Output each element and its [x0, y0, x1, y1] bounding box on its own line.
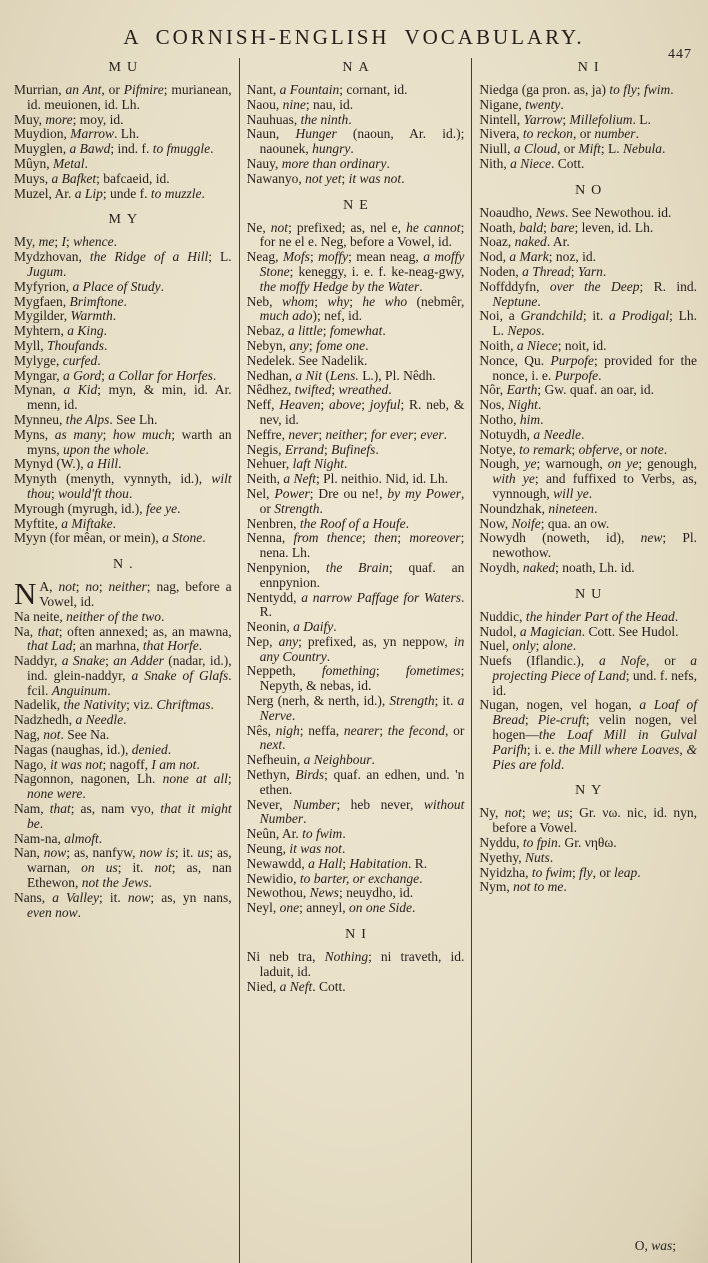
entry: N A, not; no; neither; nag, before a Vowel, id.: [14, 576, 232, 612]
entry: Nefheuin, a Neighbour.: [246, 752, 375, 768]
entry: Newidio, to barter, or exchange.: [246, 870, 423, 886]
entry: Nagonnon, nagonen, Lh. none at all; none were.: [14, 771, 232, 802]
entry: Nos, Night.: [479, 397, 542, 413]
entry: Nudol, a Magician. Cott. See Hudol.: [479, 623, 679, 639]
section-heading: MU: [108, 60, 144, 75]
entry: Noaz, naked. Ar.: [479, 234, 570, 250]
entry: Nyethy, Nuts.: [479, 849, 554, 865]
column-2: [239, 58, 472, 1263]
page-title: A CORNISH-ENGLISH VOCABULARY.: [123, 25, 585, 49]
entry: Naou, nine; nau, id.: [246, 96, 354, 112]
entry: Myfyrion, a Place of Study.: [14, 278, 164, 294]
entry: Nadzhedh, a Needle.: [14, 712, 127, 728]
entry: Nugan, nogen, vel hogan, a Loaf of Bread; Pie-cruft; velin nogen, vel hogen—the Loaf Mill in Gulval Parifh; i. e. the Mill where Loaves, & Pies are fold.: [479, 697, 698, 772]
entry: Noundzhak, nineteen.: [479, 500, 598, 516]
entry: Nivera, to reckon, or number.: [479, 126, 639, 142]
entry: Nenna, from thence; then; moreover; nena. Lh.: [246, 530, 465, 561]
entry: Nep, any; prefixed, as, yn neppow, in any Country.: [246, 633, 465, 664]
entry: Murrian, an Ant, or Pifmire; murianean, id. meuionen, id. Lh.: [14, 82, 232, 112]
entry: Nyidzha, to fwim; fly, or leap.: [479, 864, 641, 880]
entry: Nan, now; as, nanfyw, now is; it. us; as, warnan, on us; it. not; as, nan Ethewon, not the Jews.: [14, 845, 232, 891]
section-heading: NI: [345, 927, 372, 943]
entry: Niedga (ga pron. as, ja) to fly; fwim.: [479, 82, 674, 97]
entry: Neppeth, fomething; fometimes; Nepyth, & nebas, id.: [246, 663, 465, 694]
entry: Nant, a Fountain; cornant, id.: [246, 82, 408, 97]
entry: Notuydh, a Needle.: [479, 426, 585, 442]
entry: Ny, not; we; us; Gr. νω. nic, id. nyn, before a Vowel.: [479, 805, 698, 836]
entry: Neffre, never; neither; for ever; ever.: [246, 426, 448, 442]
entry: Notho, him.: [479, 411, 544, 427]
entry: Mygfaen, Brimftone.: [14, 293, 127, 309]
entry: Muyglen, a Bawd; ind. f. to fmuggle.: [14, 141, 214, 157]
entry: Neff, Heaven; above; joyful; R. neb, & nev, id.: [246, 397, 465, 427]
entry: Notye, to remark; obferve, or note.: [479, 441, 668, 457]
entry: Neith, a Neft; Pl. neithio. Nid, id. Lh.: [246, 471, 449, 487]
section-heading: NA: [342, 60, 375, 75]
entry: Nêdhez, twifted; wreathed.: [246, 382, 392, 398]
entry: Nyddu, to fpin. Gr. νηθω.: [479, 835, 617, 851]
entry: Myngar, a Gord; a Collar for Horfes.: [14, 367, 217, 383]
entry: Myftite, a Miftake.: [14, 515, 116, 531]
entry: Myhtern, a King.: [14, 323, 108, 339]
entry: Nauhuas, the ninth.: [246, 111, 352, 127]
entry: Mynyd (W.), a Hill.: [14, 456, 122, 472]
entry: Naddyr, a Snake; an Adder (nadar, id.), ind. glein-naddyr, a Snake of Glafs. fcil. Anguinum.: [14, 653, 232, 698]
entry: Neonin, a Daify.: [246, 619, 337, 635]
entry: Noath, bald; bare; leven, id. Lh.: [479, 219, 654, 235]
entry: Newawdd, a Hall; Habitation. R.: [246, 855, 428, 871]
catchword: O, was;: [634, 1238, 676, 1253]
entry: Negis, Errand; Bufinefs.: [246, 441, 379, 457]
columns: [7, 58, 704, 1263]
entry: Muy, more; moy, id.: [14, 111, 124, 127]
entry: Nied, a Neft. Cott.: [246, 978, 346, 994]
entry: Now, Noife; qua. an ow.: [479, 515, 610, 531]
entry: Nowydh (noweth, id), new; Pl. newothow.: [479, 530, 698, 561]
entry: Neung, it was not.: [246, 841, 346, 857]
entry: Nenpynion, the Brain; quaf. an ennpynion.: [246, 559, 465, 590]
entry: Nonce, Qu. Purpofe; provided for the nonce, i. e. Purpofe.: [479, 352, 698, 383]
entry: Mynyth (menyth, vynnyth, id.), wilt thou; would'ft thou.: [14, 471, 232, 501]
entry: Niull, a Cloud, or Mift; L. Nebula.: [479, 141, 666, 157]
entry: Nebaz, a little; fomewhat.: [246, 323, 386, 339]
entry: Na, that; often annexed; as, an mawna, that Lad; an marhna, that Horfe.: [14, 623, 232, 654]
entry: Nago, it was not; nagoff, I am not.: [14, 756, 200, 772]
entry: Nam, that; as, nam vyo, that it might be.: [14, 801, 232, 831]
entry: Noith, a Niece; noit, id.: [479, 337, 607, 353]
entry: Nough, ye; warnough, on ye; genough, with ye; and fuffixed to Verbs, as, vynnough, will ye.: [479, 456, 698, 501]
column-3: [471, 58, 704, 1263]
entry: Muys, a Bafket; bafcaeid, id.: [14, 170, 170, 186]
drop-cap-letter: N: [14, 576, 37, 612]
entry: Ni neb tra, Nothing; ni traveth, id. laduit, id.: [246, 949, 465, 979]
entry: Nuddic, the hinder Part of the Head.: [479, 608, 679, 624]
entry: Nam-na, almoft.: [14, 830, 103, 846]
entry: Nod, a Mark; noz, id.: [479, 249, 596, 265]
entry: Nôr, Earth; Gw. quaf. an oar, id.: [479, 382, 655, 398]
entry: Never, Number; heb never, without Number.: [246, 796, 465, 827]
entry: Nans, a Valley; it. now; as, yn nans, even now.: [14, 889, 232, 920]
entry: Myyn (for mêan, or mein), a Stone.: [14, 530, 206, 546]
column-1: [7, 58, 239, 1263]
entry: Nagas (naughas, id.), denied.: [14, 741, 172, 757]
section-heading: N.: [113, 557, 139, 573]
entry: Myns, as many; how much; warth an myns, upon the whole.: [14, 426, 232, 457]
section-heading: MY: [108, 212, 144, 228]
entry: Noydh, naked; noath, Lh. id.: [479, 559, 635, 575]
entry: Myll, Thoufands.: [14, 337, 108, 353]
entry: Nehuer, laft Night.: [246, 456, 348, 472]
section-heading: NO: [575, 182, 608, 198]
entry: Muydion, Marrow. Lh.: [14, 126, 140, 142]
entry: Nith, a Niece. Cott.: [479, 155, 585, 171]
entry: Noden, a Thread; Yarn.: [479, 263, 607, 279]
entry: Nedhan, a Nit (Lens. L.), Pl. Nêdh.: [246, 367, 436, 383]
entry: Nym, not to me.: [479, 879, 567, 895]
entry: Mûyn, Metal.: [14, 155, 88, 171]
section-heading: NU: [575, 586, 608, 602]
section-heading: NY: [575, 783, 608, 799]
entry: Nel, Power; Dre ou ne!, by my Power, or Strength.: [246, 485, 465, 516]
entry: Nigane, twenty.: [479, 96, 564, 112]
entry: Nag, not. See Na.: [14, 727, 110, 743]
entry: Nenbren, the Roof of a Houfe.: [246, 515, 410, 531]
entry: Neb, whom; why; he who (nebmêr, much ado); nef, id.: [246, 293, 465, 324]
entry: Nuel, only; alone.: [479, 638, 577, 654]
entry: Mydzhovan, the Ridge of a Hill; L. Jugum.: [14, 249, 232, 279]
entry: Mynneu, the Alps. See Lh.: [14, 411, 158, 427]
entry: Nedelek. See Nadelik.: [246, 352, 368, 368]
entry: Mynan, a Kid; myn, & min, id. Ar. menn, id.: [14, 382, 232, 413]
section-heading: NE: [343, 197, 374, 213]
entry: Ne, not; prefixed; as, nel e, he cannot; for ne el e. Neg, before a Vowel, id.: [246, 219, 465, 250]
entry: Neûn, Ar. to fwim.: [246, 826, 346, 842]
entry: Noi, a Grandchild; it. a Prodigal; Lh. L. Nepos.: [479, 308, 697, 339]
section-heading: NI: [577, 60, 605, 75]
entry: Neag, Mofs; moffy; mean neag, a moffy Stone; keneggy, i. e. f. ke-neag-gwy, the moffy Hedge by the Water.: [246, 249, 465, 294]
entry: Nentydd, a narrow Paffage for Waters. R.: [246, 589, 465, 620]
entry: Nuefs (Iflandic.), a Nofe, or a projecting Piece of Land; und. f. nefs, id.: [479, 653, 698, 698]
entry: Na neite, neither of the two.: [14, 608, 165, 624]
page-number: 447: [668, 47, 692, 62]
entry: Naun, Hunger (naoun, Ar. id.); naounek, hungry.: [246, 126, 465, 157]
entry: Nerg (nerh, & nerth, id.), Strength; it. a Nerve.: [246, 693, 465, 723]
entry: Newothou, News; neuydho, id.: [246, 885, 414, 901]
entry: Nebyn, any; fome one.: [246, 337, 369, 353]
entry: Muzel, Ar. a Lip; unde f. to muzzle.: [14, 185, 205, 201]
entry: Nintell, Yarrow; Millefolium. L.: [479, 111, 651, 127]
entry: Nadelik, the Nativity; viz. Chriftmas.: [14, 697, 214, 713]
entry: Nauy, more than ordinary.: [246, 155, 390, 171]
entry: Noffddyfn, over the Deep; R. ind. Neptune.: [479, 278, 698, 309]
entry: Nês, nigh; neffa, nearer; the fecond, or next.: [246, 722, 465, 753]
entry: Noaudho, News. See Newothou. id.: [479, 204, 672, 220]
entry: Myrough (myrugh, id.), fee ye.: [14, 500, 181, 516]
entry: Mylyge, curfed.: [14, 352, 101, 368]
entry: Nethyn, Birds; quaf. an edhen, und. 'n ethen.: [246, 767, 465, 797]
entry: My, me; I; whence.: [14, 234, 118, 250]
entry: Neyl, one; anneyl, on one Side.: [246, 900, 416, 916]
entry: Nawanyo, not yet; it was not.: [246, 170, 405, 186]
entry: Mygilder, Warmth.: [14, 308, 117, 324]
